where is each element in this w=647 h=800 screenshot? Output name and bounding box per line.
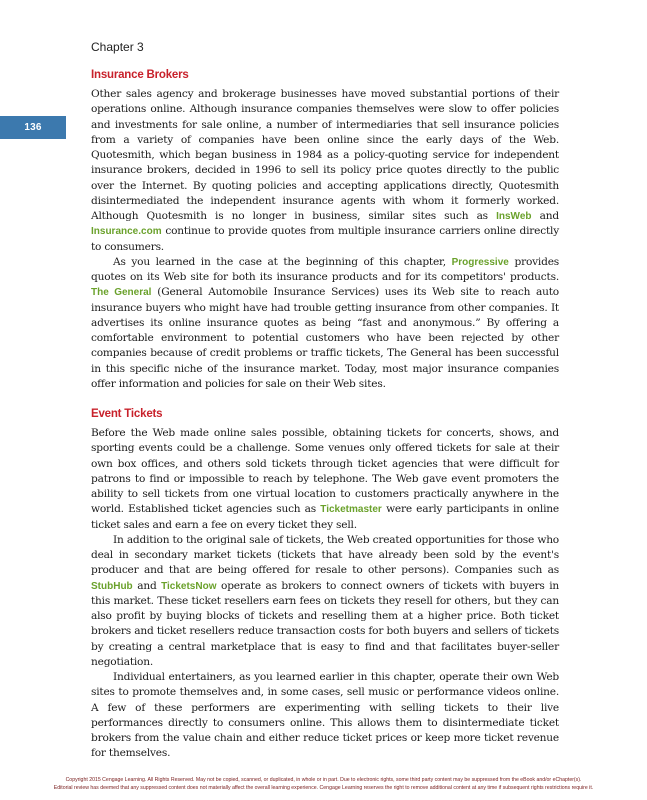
editorial-notice: Editorial review has deemed that any suppressed content does not materially affect the overall learning experience. Cengage Learning reserves the right to remove additional content at any time if subsequent rights restrictions require it. — [53, 785, 594, 791]
company-link-stubhub[interactable]: StubHub — [91, 580, 133, 592]
paragraph: In addition to the original sale of tickets, the Web created opportunities for those who deal in secondary market tickets (tickets that have already been sold by the event's producer and that are being offered for resale to other persons). Companies such as StubHub and TicketsNow operate as brokers to connect owners of tickets with buyers in this market. These ticket resellers earn fees on tickets they resell for others, but they can also profit by buying blocks of tickets and reselling them at a higher price. Both ticket brokers and ticket resellers reduce transaction costs for both buyers and sellers of tickets by creating a central marketplace that is easy to find and that facilitates buyer-seller negotiation. — [91, 533, 560, 668]
paragraph: Before the Web made online sales possible, obtaining tickets for concerts, shows, and sporting events could be a challenge. Some venues only offered tickets for sale at their own box offices, and others sold tickets through ticket agencies that were difficult for patrons to find or impossible to reach by telephone. The Web gave event promoters the ability to sell tickets from one virtual location to customers practically anywhere in the world. Established ticket agencies such as Ticketmaster were early participants in online ticket sales and earn a fee on every ticket they sell. — [91, 427, 559, 531]
company-link-the-general[interactable]: The General — [91, 287, 152, 299]
section-heading-event-tickets: Event Tickets — [91, 408, 163, 420]
paragraph: As you learned in the case at the beginning of this chapter, Progressive provides quotes on its Web site for both its insurance products and for its competitors' products. The General (General Automobile Insurance Services) uses its Web site to reach auto insurance buyers who might have had trouble getting insurance from other companies. It advertises its online insurance quotes as being “fast and anonymous.” By offering a comfortable environment to potential customers who have been rejected by other companies because of credit problems or traffic tickets, The General has been successful in this specific niche of the insurance market. Today, most major insurance companies offer information and policies for sale on their Web sites. — [91, 255, 559, 390]
company-link-insurance-com[interactable]: Insurance.com — [91, 226, 162, 238]
paragraph: Individual entertainers, as you learned earlier in this chapter, operate their own Web sites to promote themselves and, in some cases, sell music or performance videos online. A few of these performers are experimenting with selling tickets to their live performances directly to consumers online. This allows them to disintermediate ticket brokers from the value chain and either reduce ticket prices or keep more ticket revenue for themselves. — [91, 671, 559, 760]
section-heading-insurance-brokers: Insurance Brokers — [91, 69, 189, 81]
page-number-tab: 136 — [0, 116, 66, 139]
paragraph: Other sales agency and brokerage businesses have moved substantial portions of their operations online. Although insurance companies themselves were slow to offer policies and investments for sale online, a number of intermediaries that sell insurance policies from a variety of companies have been online since the early days of the Web. Quotesmith, which began business in 1984 as a policy-quoting service for independent insurance brokers, decided in 1996 to sell its policy price quotes directly to the public over the Internet. By quoting policies and accepting applications directly, Quotesmith disintermediated the independent insurance agents with whom it formerly worked. Although Quotesmith is no longer in business, similar sites such as InsWeb and Insurance.com continue to provide quotes from multiple insurance carriers online directly to consumers. — [91, 88, 559, 253]
copyright-notice: Copyright 2015 Cengage Learning. All Rights Reserved. May not be copied, scanned, or duplicated, in whole or in part. Due to electronic rights, some third party content may be suppressed from the eBook and/or eChapter(s). — [65, 777, 582, 783]
chapter-label: Chapter 3 — [91, 40, 144, 54]
company-link-ticketmaster[interactable]: Ticketmaster — [320, 504, 382, 516]
company-link-ticketsnow[interactable]: TicketsNow — [161, 580, 217, 592]
company-link-insweb[interactable]: InsWeb — [496, 211, 532, 222]
main-content — [91, 68, 559, 762]
company-link-progressive[interactable]: Progressive — [451, 256, 509, 268]
